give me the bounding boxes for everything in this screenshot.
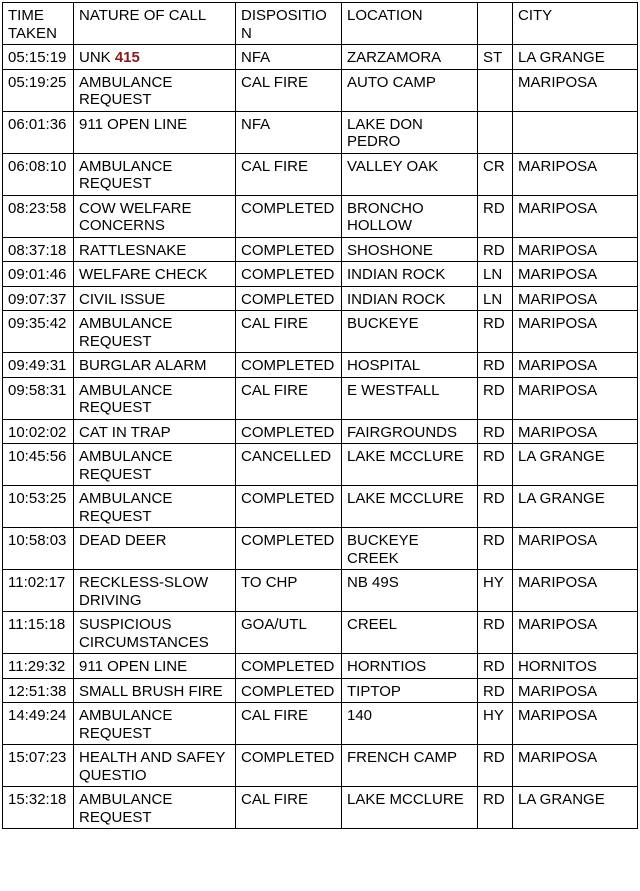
- header-location: LOCATION: [342, 3, 478, 45]
- table-row: [3, 153, 638, 195]
- cell-location: LAKE MCCLURE: [342, 787, 478, 829]
- cell-time-taken: 10:45:56: [3, 444, 74, 486]
- cell-nature-of-call: HEALTH AND SAFEY QUESTIO: [74, 745, 236, 787]
- cell-time-taken: 11:15:18: [3, 612, 74, 654]
- cell-nature-of-call: AMBULANCE REQUEST: [74, 377, 236, 419]
- cell-street-suffix: RD: [478, 419, 513, 444]
- cell-city: LA GRANGE: [513, 787, 638, 829]
- cell-nature-of-call: CIVIL ISSUE: [74, 286, 236, 311]
- cell-city: MARIPOSA: [513, 528, 638, 570]
- cell-time-taken: 05:15:19: [3, 45, 74, 70]
- cell-city: MARIPOSA: [513, 262, 638, 287]
- cell-location: BRONCHO HOLLOW: [342, 195, 478, 237]
- table-row: [3, 787, 638, 829]
- cell-time-taken: 10:53:25: [3, 486, 74, 528]
- cell-time-taken: 09:01:46: [3, 262, 74, 287]
- cell-time-taken: 09:58:31: [3, 377, 74, 419]
- table-row: [3, 45, 638, 70]
- cell-city: HORNITOS: [513, 654, 638, 679]
- header-nature-of-call: NATURE OF CALL: [74, 3, 236, 45]
- table-row: [3, 377, 638, 419]
- cell-nature-of-call: AMBULANCE REQUEST: [74, 703, 236, 745]
- cell-city: MARIPOSA: [513, 353, 638, 378]
- cell-street-suffix: RD: [478, 787, 513, 829]
- table-row: [3, 237, 638, 262]
- cell-nature-of-call: BURGLAR ALARM: [74, 353, 236, 378]
- table-row: [3, 419, 638, 444]
- cell-location: FRENCH CAMP: [342, 745, 478, 787]
- cell-time-taken: 11:29:32: [3, 654, 74, 679]
- cell-city: MARIPOSA: [513, 286, 638, 311]
- cell-location: FAIRGROUNDS: [342, 419, 478, 444]
- cell-location: HORNTIOS: [342, 654, 478, 679]
- cell-city: MARIPOSA: [513, 69, 638, 111]
- cell-time-taken: 08:23:58: [3, 195, 74, 237]
- cell-location: TIPTOP: [342, 678, 478, 703]
- cell-nature-of-call: AMBULANCE REQUEST: [74, 486, 236, 528]
- table-row: [3, 444, 638, 486]
- cell-nature-of-call: AMBULANCE REQUEST: [74, 444, 236, 486]
- cell-location: ZARZAMORA: [342, 45, 478, 70]
- cell-street-suffix: HY: [478, 570, 513, 612]
- cell-location: HOSPITAL: [342, 353, 478, 378]
- cell-location: INDIAN ROCK: [342, 286, 478, 311]
- cell-location: CREEL: [342, 612, 478, 654]
- cell-time-taken: 06:08:10: [3, 153, 74, 195]
- call-log-body: [3, 45, 638, 829]
- cell-location: LAKE DON PEDRO: [342, 111, 478, 153]
- cell-location: INDIAN ROCK: [342, 262, 478, 287]
- cell-time-taken: 15:07:23: [3, 745, 74, 787]
- police-code-415: 415: [114, 49, 140, 66]
- table-row: [3, 703, 638, 745]
- table-row: [3, 528, 638, 570]
- cell-street-suffix: RD: [478, 377, 513, 419]
- call-log-table: [2, 2, 638, 829]
- cell-city: MARIPOSA: [513, 237, 638, 262]
- cell-location: LAKE MCCLURE: [342, 486, 478, 528]
- table-row: [3, 111, 638, 153]
- cell-street-suffix: RD: [478, 195, 513, 237]
- cell-time-taken: 06:01:36: [3, 111, 74, 153]
- cell-street-suffix: ST: [478, 45, 513, 70]
- table-row: [3, 195, 638, 237]
- cell-street-suffix: RD: [478, 444, 513, 486]
- cell-nature-of-call: 911 OPEN LINE: [74, 111, 236, 153]
- cell-disposition: CAL FIRE: [236, 377, 342, 419]
- cell-location: SHOSHONE: [342, 237, 478, 262]
- cell-nature-of-call: WELFARE CHECK: [74, 262, 236, 287]
- cell-disposition: CAL FIRE: [236, 311, 342, 353]
- table-row: [3, 654, 638, 679]
- cell-location: BUCKEYE: [342, 311, 478, 353]
- cell-nature-of-call: AMBULANCE REQUEST: [74, 787, 236, 829]
- cell-disposition: COMPLETED: [236, 678, 342, 703]
- cell-time-taken: 11:02:17: [3, 570, 74, 612]
- cell-city: MARIPOSA: [513, 703, 638, 745]
- cell-street-suffix: RD: [478, 528, 513, 570]
- table-row: [3, 678, 638, 703]
- cell-disposition: NFA: [236, 45, 342, 70]
- cell-disposition: COMPLETED: [236, 286, 342, 311]
- cell-disposition: CAL FIRE: [236, 69, 342, 111]
- cell-disposition: CAL FIRE: [236, 703, 342, 745]
- cell-time-taken: 10:58:03: [3, 528, 74, 570]
- header-street-suffix: [478, 3, 513, 45]
- cell-street-suffix: [478, 111, 513, 153]
- cell-time-taken: 09:49:31: [3, 353, 74, 378]
- cell-disposition: COMPLETED: [236, 528, 342, 570]
- cell-street-suffix: RD: [478, 353, 513, 378]
- cell-city: MARIPOSA: [513, 678, 638, 703]
- header-row: [3, 3, 638, 45]
- table-row: [3, 612, 638, 654]
- nature-text: UNK: [79, 49, 115, 66]
- cell-city: MARIPOSA: [513, 612, 638, 654]
- cell-disposition: NFA: [236, 111, 342, 153]
- table-row: [3, 262, 638, 287]
- cell-street-suffix: RD: [478, 678, 513, 703]
- cell-disposition: CAL FIRE: [236, 787, 342, 829]
- cell-street-suffix: RD: [478, 745, 513, 787]
- cell-time-taken: 10:02:02: [3, 419, 74, 444]
- cell-nature-of-call: [74, 45, 236, 70]
- cell-city: MARIPOSA: [513, 419, 638, 444]
- cell-location: LAKE MCCLURE: [342, 444, 478, 486]
- cell-location: BUCKEYE CREEK: [342, 528, 478, 570]
- cell-city: MARIPOSA: [513, 311, 638, 353]
- cell-street-suffix: [478, 69, 513, 111]
- cell-street-suffix: HY: [478, 703, 513, 745]
- cell-street-suffix: LN: [478, 286, 513, 311]
- cell-nature-of-call: CAT IN TRAP: [74, 419, 236, 444]
- cell-street-suffix: RD: [478, 612, 513, 654]
- cell-street-suffix: RD: [478, 486, 513, 528]
- cell-time-taken: 05:19:25: [3, 69, 74, 111]
- cell-time-taken: 14:49:24: [3, 703, 74, 745]
- cell-city: LA GRANGE: [513, 444, 638, 486]
- cell-city: MARIPOSA: [513, 153, 638, 195]
- cell-disposition: COMPLETED: [236, 195, 342, 237]
- table-row: [3, 486, 638, 528]
- cell-nature-of-call: RATTLESNAKE: [74, 237, 236, 262]
- cell-time-taken: 12:51:38: [3, 678, 74, 703]
- cell-disposition: GOA/UTL: [236, 612, 342, 654]
- cell-street-suffix: RD: [478, 311, 513, 353]
- cell-nature-of-call: AMBULANCE REQUEST: [74, 153, 236, 195]
- header-time-taken: TIME TAKEN: [3, 3, 74, 45]
- header-disposition: DISPOSITION: [236, 3, 342, 45]
- cell-time-taken: 15:32:18: [3, 787, 74, 829]
- table-row: [3, 570, 638, 612]
- cell-location: 140: [342, 703, 478, 745]
- cell-location: NB 49S: [342, 570, 478, 612]
- table-row: [3, 353, 638, 378]
- cell-city: MARIPOSA: [513, 377, 638, 419]
- cell-disposition: TO CHP: [236, 570, 342, 612]
- cell-time-taken: 09:35:42: [3, 311, 74, 353]
- cell-location: AUTO CAMP: [342, 69, 478, 111]
- table-row: [3, 286, 638, 311]
- cell-street-suffix: RD: [478, 654, 513, 679]
- cell-city: [513, 111, 638, 153]
- cell-nature-of-call: AMBULANCE REQUEST: [74, 69, 236, 111]
- cell-time-taken: 08:37:18: [3, 237, 74, 262]
- cell-nature-of-call: RECKLESS-SLOW DRIVING: [74, 570, 236, 612]
- cell-location: VALLEY OAK: [342, 153, 478, 195]
- cell-nature-of-call: 911 OPEN LINE: [74, 654, 236, 679]
- cell-nature-of-call: DEAD DEER: [74, 528, 236, 570]
- cell-nature-of-call: SMALL BRUSH FIRE: [74, 678, 236, 703]
- cell-disposition: CANCELLED: [236, 444, 342, 486]
- cell-city: MARIPOSA: [513, 745, 638, 787]
- table-row: [3, 69, 638, 111]
- cell-city: LA GRANGE: [513, 45, 638, 70]
- cell-street-suffix: LN: [478, 262, 513, 287]
- cell-street-suffix: CR: [478, 153, 513, 195]
- cell-nature-of-call: COW WELFARE CONCERNS: [74, 195, 236, 237]
- cell-disposition: COMPLETED: [236, 654, 342, 679]
- cell-disposition: COMPLETED: [236, 237, 342, 262]
- cell-disposition: COMPLETED: [236, 486, 342, 528]
- cell-location: E WESTFALL: [342, 377, 478, 419]
- cell-disposition: COMPLETED: [236, 353, 342, 378]
- cell-time-taken: 09:07:37: [3, 286, 74, 311]
- table-row: [3, 311, 638, 353]
- cell-disposition: COMPLETED: [236, 419, 342, 444]
- table-row: [3, 745, 638, 787]
- cell-nature-of-call: AMBULANCE REQUEST: [74, 311, 236, 353]
- cell-city: MARIPOSA: [513, 570, 638, 612]
- cell-disposition: COMPLETED: [236, 745, 342, 787]
- cell-street-suffix: RD: [478, 237, 513, 262]
- cell-disposition: COMPLETED: [236, 262, 342, 287]
- cell-city: LA GRANGE: [513, 486, 638, 528]
- header-city: CITY: [513, 3, 638, 45]
- cell-disposition: CAL FIRE: [236, 153, 342, 195]
- cell-city: MARIPOSA: [513, 195, 638, 237]
- cell-nature-of-call: SUSPICIOUS CIRCUMSTANCES: [74, 612, 236, 654]
